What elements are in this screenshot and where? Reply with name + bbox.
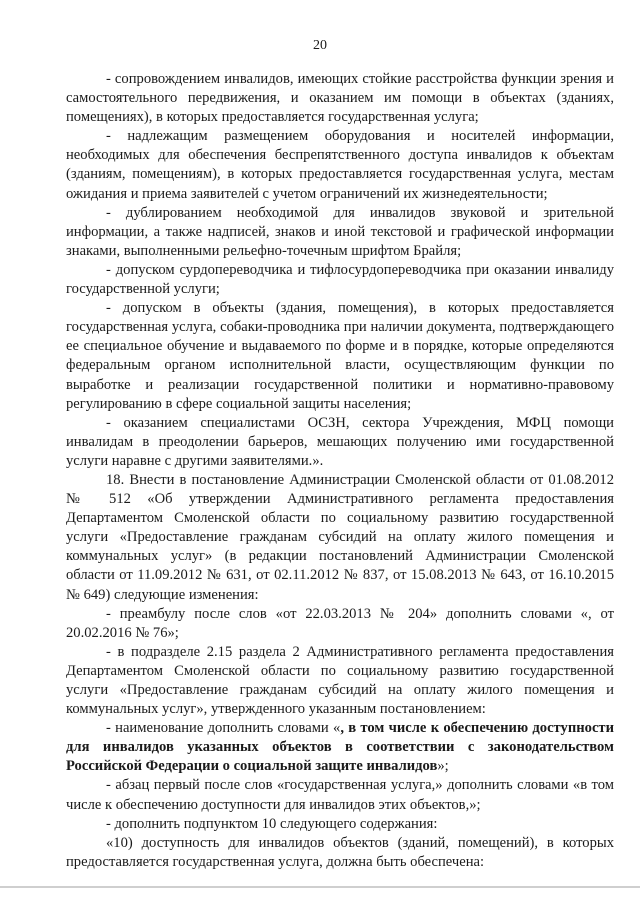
paragraph: - в подразделе 2.15 раздела 2 Административного регламента предоставления Департаментом Смоленской области по социальному развитию государственной услуги «Предоставление гражданам субсидий на оплату жилого помещения и коммунальных услуг», утвержденного указанным постановлением: — [66, 643, 614, 718]
paragraph: - преамбулу после слов «от 22.03.2013 № 204» дополнить словами «, от 20.02.2016 № 76»; — [66, 605, 614, 641]
amendment-suffix: »; — [437, 758, 449, 775]
paragraph: - сопровождением инвалидов, имеющих стойкие расстройства функции зрения и самостоятельного передвижения, и оказанием им помощи в объектах (зданиях, помещениях), в которых предоставляется государственная услуга; — [66, 71, 614, 126]
amendment-prefix: - наименование дополнить словами « — [106, 720, 341, 737]
paragraph: - допуском сурдопереводчика и тифлосурдопереводчика при оказании инвалиду государственной услуги; — [66, 261, 614, 298]
document-body — [66, 70, 614, 872]
paragraph: «10) доступность для инвалидов объектов (зданий, помещений), в которых предоставляется государственная услуга, должна быть обеспечена: — [66, 834, 614, 870]
amendment-paragraph — [66, 719, 614, 776]
paragraph: - абзац первый после слов «государственная услуга,» дополнить словами «в том числе к обеспечению доступности для инвалидов этих объектов,»; — [66, 777, 614, 813]
paragraph: 18. Внести в постановление Администрации Смоленской области от 01.08.2012 № 512 «Об утверждении Административного регламента предоставления Департаментом Смоленской области по социальному развитию государственной услуги «Предоставление гражданам субсидий на оплату жилого помещения и коммунальных услуг» (в редакции постановлений Администрации Смоленской области от 11.09.2012 № 631, от 02.11.2012 № 837, от 15.08.2013 № 643, от 16.10.2015 № 649) следующие изменения: — [66, 471, 614, 603]
paragraph: - оказанием специалистами ОСЗН, сектора Учреждения, МФЦ помощи инвалидам в преодолении барьеров, мешающих получению ими государственной услуги наравне с другими заявителями.». — [66, 414, 614, 469]
paragraph: - дополнить подпунктом 10 следующего содержания: — [106, 815, 438, 832]
paragraph: - дублированием необходимой для инвалидов звуковой и зрительной информации, а также надписей, знаков и иной текстовой и графической информации знаками, выполненными рельефно-точечным шрифтом Брайля; — [66, 204, 614, 259]
page-number: 20 — [313, 38, 327, 53]
paragraph: - допуском в объекты (здания, помещения), в которых предоставляется государственная услуга, собаки-проводника при наличии документа, подтверждающего ее специальное обучение и выдаваемого по форме и в порядке, которые определяются федеральным органом исполнительной власти, осуществляющим функции по выработке и реализации государственной политики и нормативно-правовому регулированию в сфере социальной защиты населения; — [66, 300, 614, 412]
amendment-bold-text: , в том числе к обеспечению доступности для инвалидов указанных объектов в соответствии с законодательством Российской Федерации о социальной защите инвалидов — [66, 720, 614, 775]
page-bottom-divider — [0, 886, 640, 888]
paragraph: - надлежащим размещением оборудования и носителей информации, необходимых для обеспечения беспрепятственного доступа инвалидов к объектам (зданиям, помещениям), в которых предоставляется государственная услуга, местам ожидания и приема заявителей с учетом ограничений их жизнедеятельности; — [66, 128, 614, 202]
